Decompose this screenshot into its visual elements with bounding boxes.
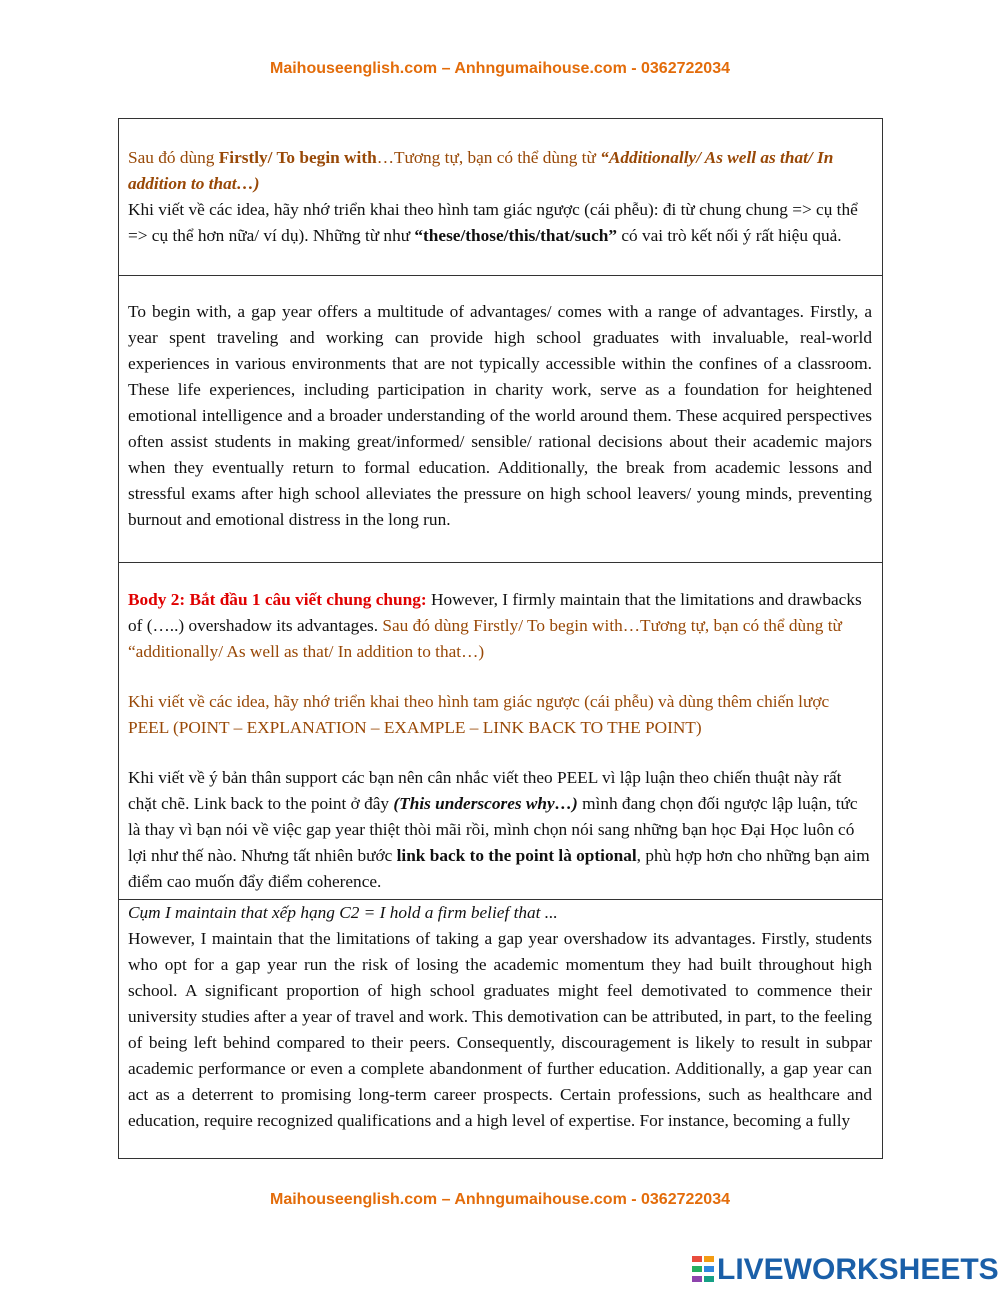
instruction-keyword: (This underscores why…) xyxy=(393,794,578,813)
instruction-text: However, I firmly maintain that the limitations and drawbacks of (…..) overshadow its advantages. xyxy=(128,590,862,635)
instruction-text: Sau đó dùng Firstly/ To begin with…Tương tự, bạn có thể dùng từ “additionally/ As well as that/ In addition to that…) xyxy=(128,616,842,661)
body-2-sample-cell xyxy=(118,899,883,1159)
instruction-keyword: “these/those/this/that/such” xyxy=(414,226,617,245)
phrase-note: Cụm I maintain that xếp hạng C2 = I hold a firm belief that ... xyxy=(128,903,558,922)
instruction-cell-1 xyxy=(118,118,883,275)
instruction-text: , phù hợp hơn cho những bạn aim điểm cao muốn đẩy điểm coherence. xyxy=(128,846,870,891)
instruction-keyword: “Additionally/ As well as that/ In addition to that…) xyxy=(128,148,834,193)
instruction-text: mình đang chọn đối ngược lập luận, tức là thay vì bạn nói về việc gap year thiệt thòi mãi rồi, mình chọn nói sang những bạn học Đại Học luôn có lợi như thế nào. Nhưng tất nhiên bước xyxy=(128,794,858,865)
instruction-paragraph: Khi viết về các idea, hãy nhớ triển khai theo hình tam giác ngược (cái phễu) và dùng thêm chiến lược PEEL (POINT – EXPLANATION – EXAMPLE – LINK BACK TO THE POINT) xyxy=(128,692,830,737)
instruction-text: Khi viết về ý bản thân support các bạn nên cân nhắc viết theo PEEL vì lập luận theo chiến thuật này rất chặt chẽ. Link back to the point ở đây xyxy=(128,768,842,813)
body-2-instruction-cell xyxy=(118,562,883,899)
liveworksheets-brand[interactable] xyxy=(692,1253,999,1287)
sample-paragraph: To begin with, a gap year offers a multitude of advantages/ comes with a range of advantages. Firstly, a year spent traveling and working can provide high school graduates with invaluable, real-world experiences in various environments that are not typically accessible within the confines of a classroom. These life experiences, including participation in charity work, serve as a foundation for heightened emotional intelligence and a broader understanding of the world around them. These acquired perspectives often assist students in making great/informed/ sensible/ rational decisions about their academic majors when they eventually return to formal education. Additionally, the break from academic lessons and stressful exams after high school alleviates the pressure on high school leavers/ young minds, preventing burnout and emotional distress in the long run. xyxy=(128,302,872,529)
instruction-text: …Tương tự, bạn có thể dùng từ xyxy=(376,148,601,167)
instruction-paragraph xyxy=(128,145,872,197)
liveworksheets-wordmark: LIVEWORKSHEETS xyxy=(717,1253,999,1286)
body-2-heading: Body 2: Bắt đầu 1 câu viết chung chung: xyxy=(128,590,427,609)
instruction-text: Khi viết về các idea, hãy nhớ triển khai theo hình tam giác ngược (cái phễu): đi từ chung chung => cụ thể => cụ thể hơn nữa/ ví dụ). Những từ như xyxy=(128,200,858,245)
instruction-paragraph xyxy=(128,765,872,895)
liveworksheets-logo-icon xyxy=(692,1256,714,1284)
instruction-text: có vai trò kết nối ý rất hiệu quả. xyxy=(617,226,842,245)
body-1-sample-cell xyxy=(118,275,883,562)
instruction-paragraph xyxy=(128,587,872,665)
instruction-keyword: Firstly/ To begin with xyxy=(218,148,377,167)
instruction-text: Sau đó dùng xyxy=(128,148,219,167)
sample-paragraph: However, I maintain that the limitations of taking a gap year overshadow its advantages. Firstly, students who opt for a gap year run the risk of losing the academic momentum they had built throughout high school. A significant proportion of high school graduates might feel demotivated to commence their university studies after a year of travel and work. This demotivation can be attributed, in part, to the feeling of being left behind compared to their peers. Consequently, discouragement is likely to result in subpar academic performance or even a complete abandonment of further education. Additionally, a gap year can act as a deterrent to promising long-term career prospects. Certain professions, such as healthcare and education, require recognized qualifications and a high level of expertise. For instance, becoming a fully xyxy=(128,929,872,1130)
instruction-keyword: link back to the point là optional xyxy=(396,846,637,865)
page-footer: Maihouseenglish.com – Anhngumaihouse.com - 0362722034 xyxy=(270,1191,730,1208)
page-header: Maihouseenglish.com – Anhngumaihouse.com - 0362722034 xyxy=(270,60,730,77)
instruction-paragraph xyxy=(128,197,872,249)
